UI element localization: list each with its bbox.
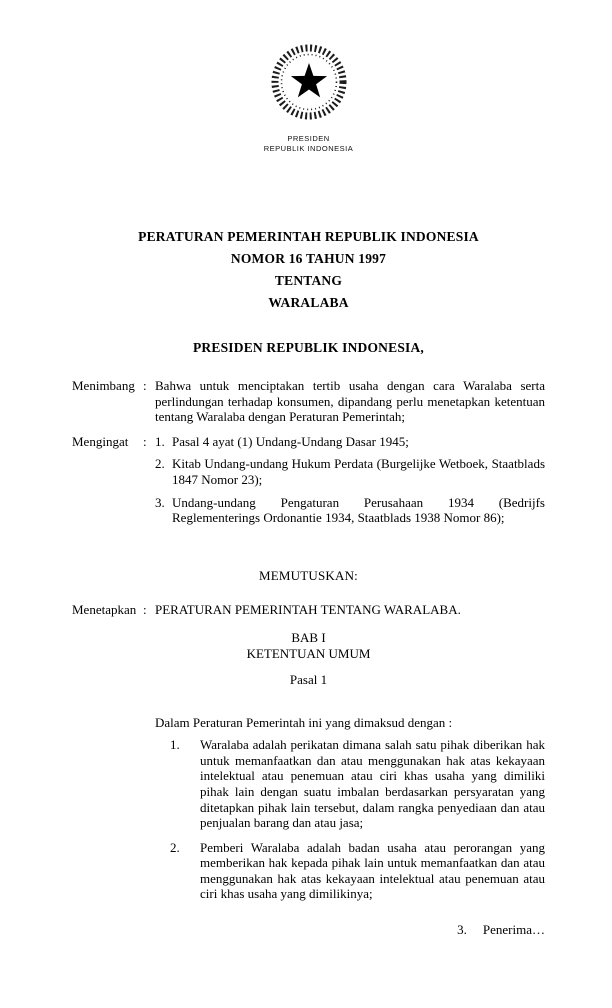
menetapkan-colon: : (143, 601, 147, 617)
list-item-number: 1. (170, 737, 180, 753)
mengingat-label: Mengingat (72, 433, 129, 449)
list-item-text: Waralaba adalah perikatan dimana salah satu pihak diberikan hak untuk memanfaatkan dan atau menggunakan hak atas kekayaan intelektual atau penemuan atau ciri khas usaha yang dimiliki pihak lain dengan suatu imbalan berdasarkan persyaratan yang ditetapkan pihak lain tersebut, dalam rangka penyediaan dan atau penjualan barang dan atau jasa; (200, 737, 545, 831)
list-item-text: Pasal 4 ayat (1) Undang-Undang Dasar 1945; (172, 433, 409, 449)
list-item-text: Kitab Undang-undang Hukum Perdata (Burgelijke Wetboek, Staatblads 1847 Nomor 23); (172, 456, 545, 487)
list-item-text: Pemberi Waralaba adalah badan usaha atau perorangan yang memberikan hak kepada pihak lain untuk memanfaatkan dan atau menggunakan hak atas kekayaan intelektual atau penemuan atau ciri khas usaha yang dimilikinya; (200, 839, 545, 902)
page-catchword (457, 922, 545, 938)
regulation-title-line1: PERATURAN PEMERINTAH REPUBLIK INDONESIA (138, 229, 479, 244)
list-item-number: 2. (155, 456, 165, 472)
menetapkan-row (72, 602, 545, 618)
mengingat-list (155, 434, 545, 526)
list-item (155, 434, 545, 450)
menetapkan-label: Menetapkan (72, 601, 137, 617)
catchword-text: Penerima… (482, 922, 545, 937)
menimbang-colon: : (143, 378, 147, 393)
pasal-intro: Dalam Peraturan Pemerintah ini yang dimaksud dengan : (155, 714, 453, 730)
list-item-number: 1. (155, 433, 165, 449)
mengingat-colon: : (143, 433, 147, 449)
regulation-title-line3: TENTANG (274, 273, 343, 288)
mengingat-row (72, 434, 545, 526)
regulation-title-line4: WARALABA (268, 295, 349, 310)
menetapkan-text: PERATURAN PEMERINTAH TENTANG WARALABA. (155, 601, 461, 617)
pasal-list (170, 737, 545, 902)
memutuskan-heading: MEMUTUSKAN: (259, 567, 358, 583)
catchword-number: 3. (457, 922, 467, 937)
bab-heading-line2: KETENTUAN UMUM (246, 645, 371, 661)
bab-heading-line1: BAB I (291, 630, 326, 646)
regulation-title-line2: NOMOR 16 TAHUN 1997 (230, 251, 387, 266)
menimbang-text: Bahwa untuk menciptakan tertib usaha dengan cara Waralaba serta perlindungan terhadap konsumen, dipandang perlu menetapkan ketentuan tentang Waralaba dengan Peraturan Pemerintah; (155, 378, 545, 425)
menimbang-row (72, 378, 545, 425)
list-item (155, 456, 545, 487)
list-item (170, 737, 545, 831)
pasal-heading: Pasal 1 (289, 671, 328, 687)
presidential-seal-icon (257, 38, 361, 134)
list-item (155, 495, 545, 526)
pasal-body (155, 715, 545, 903)
presidential-emblem-block (72, 0, 545, 154)
emblem-caption-line2: REPUBLIK INDONESIA (263, 144, 354, 153)
list-item (170, 840, 545, 902)
list-item-number: 2. (170, 839, 180, 855)
title-block (72, 226, 545, 314)
bab-heading (72, 630, 545, 661)
list-item-number: 3. (155, 494, 165, 510)
list-item-text: Undang-undang Pengaturan Perusahaan 1934 (Bedrijfs Reglementerings Ordonantie 1934, Staatblads 1938 Nomor 86); (172, 494, 545, 526)
emblem-caption-line1: PRESIDEN (287, 134, 330, 143)
presiden-heading: PRESIDEN REPUBLIK INDONESIA, (192, 340, 425, 355)
menimbang-label: Menimbang (72, 378, 135, 393)
star-icon (290, 63, 326, 97)
